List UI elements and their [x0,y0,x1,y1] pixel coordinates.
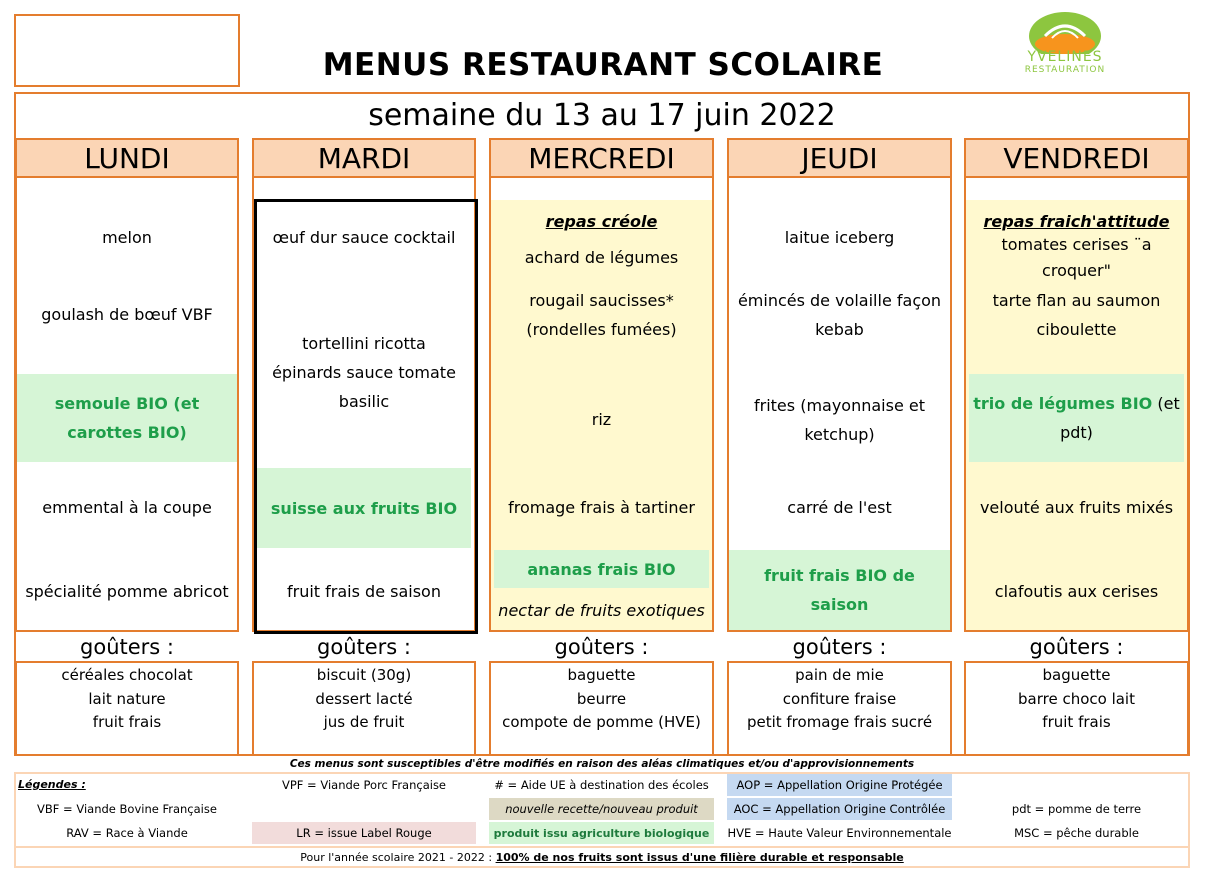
bottom-statement [14,848,1190,866]
menu-item: tortellini ricotta épinards sauce tomate basilic [272,333,456,411]
bio-part: trio de légumes BIO [973,394,1153,413]
day-column-mercredi [489,176,714,632]
menu-item: emmental à la coupe [42,497,212,517]
gouters-label: goûters : [317,635,411,659]
theme-label: repas créole [545,211,658,231]
gouter-item: petit fromage frais sucré [746,713,933,731]
logo-emblem-icon [1000,6,1130,54]
day-header-mercredi: MERCREDI [489,138,714,178]
menu-item-bio: ananas frais BIO [494,550,709,588]
menu-item: carré de l'est [787,497,892,517]
menu-item: nectar de fruits exotiques [498,600,705,620]
non-bio-part-2: pdt) [1060,423,1093,442]
day-column-vendredi [964,176,1189,632]
week-title: semaine du 13 au 17 juin 2022 [368,97,836,133]
gouter-item: dessert lacté [315,689,413,708]
gouter-item: baguette [1042,666,1111,684]
legend-title: Légendes : [18,778,86,791]
legend-aoc: AOC = Appellation Origine Contrôlée [727,798,952,820]
gouters-label: goûters : [792,635,887,659]
menu-item: rougail saucisses* (rondelles fumées) [526,291,677,339]
menu-item: fromage frais à tartiner [508,497,695,517]
bottom-prefix: Pour l'année scolaire 2021 - 2022 : [300,850,496,864]
gouter-item: fruit frais [92,713,162,731]
legend-vpf: VPF = Viande Porc Française [281,778,447,792]
menu-item: fruit frais de saison [287,581,441,601]
legend-aop: AOP = Appellation Origine Protégée [727,774,952,796]
day-column-mardi [252,176,476,632]
highlight-box [254,199,478,634]
gouters-label: goûters : [80,635,174,659]
yvelines-logo [1000,6,1130,78]
gouters-label: goûters : [1029,635,1124,659]
theme-label: repas fraich'attitude [983,211,1170,231]
menu-item-bio: suisse aux fruits BIO [257,468,471,548]
gouter-item: céréales chocolat [61,666,193,684]
legend-bio: produit issu agriculture biologique [489,822,714,844]
menu-item: tomates cerises ¨a croquer" [1001,235,1152,280]
gouter-item: beurre [576,689,627,708]
menu-item: velouté aux fruits mixés [979,497,1174,517]
day-column-lundi [15,176,239,632]
gouter-item: compote de pomme (HVE) [502,713,701,731]
gouter-item: baguette [567,666,636,684]
disclaimer: Ces menus sont susceptibles d'être modifiés en raison des aléas climatiques et/ou d'approvisionnements [289,758,915,770]
day-header-vendredi: VENDREDI [964,138,1189,178]
gouters-list-lundi [15,661,239,756]
legend-msc: MSC = pêche durable [1014,826,1139,840]
gouter-item: lait nature [88,689,166,708]
day-header-mardi: MARDI [252,138,476,178]
gouter-item: jus de fruit [323,713,405,731]
menu-item: clafoutis aux cerises [994,581,1159,601]
legend-nouvelle: nouvelle recette/nouveau produit [489,798,714,820]
menu-item: riz [591,409,612,429]
legend-hve: HVE = Haute Valeur Environnementale [727,826,952,840]
legend-pdt: pdt = pomme de terre [1011,802,1142,816]
menu-item-bio: fruit frais BIO de saison [729,550,950,630]
day-column-jeudi [727,176,952,632]
gouters-list-mercredi [489,661,714,756]
legend-vbf: VBF = Viande Bovine Française [37,802,217,816]
menu-item-bio-mixed [969,374,1184,462]
legend-ue: # = Aide UE à destination des écoles [494,778,709,792]
legend-lr: LR = issue Label Rouge [252,822,476,844]
menu-item: melon [102,227,152,247]
gouters-list-jeudi [727,661,952,756]
day-header-jeudi: JEUDI [727,138,952,178]
logo-line2: RESTAURATION [1024,65,1106,75]
menu-item: œuf dur sauce cocktail [272,227,456,247]
gouter-item: confiture fraise [782,689,897,708]
gouters-label: goûters : [554,635,649,659]
menu-item-bio: semoule BIO (et carottes BIO) [17,374,237,462]
gouters-list-vendredi [964,661,1189,756]
gouter-item: barre choco lait [1018,689,1135,708]
menu-item: achard de légumes [524,247,679,267]
gouter-item: fruit frais [1042,713,1111,731]
gouters-list-mardi [252,661,476,756]
page-title: MENUS RESTAURANT SCOLAIRE [322,47,884,83]
menu-item: spécialité pomme abricot [25,581,229,601]
menu-item: goulash de bœuf VBF [41,304,213,324]
non-bio-part-1: (et [1157,394,1180,413]
bottom-bold: 100% de nos fruits sont issus d'une filière durable et responsable [495,850,904,864]
menu-item: laitue iceberg [784,227,895,247]
legend-rav: RAV = Race à Viande [66,826,188,840]
gouter-item: biscuit (30g) [316,666,412,684]
menu-item: frites (mayonnaise et ketchup) [754,396,925,444]
logo-placeholder-box [14,14,240,87]
gouter-item: pain de mie [795,666,884,684]
menu-item: tarte flan au saumon ciboulette [992,291,1161,339]
day-header-lundi: LUNDI [15,138,239,178]
menu-item: émincés de volaille façon kebab [737,291,942,339]
logo-line1: YVELINES [1027,49,1103,65]
